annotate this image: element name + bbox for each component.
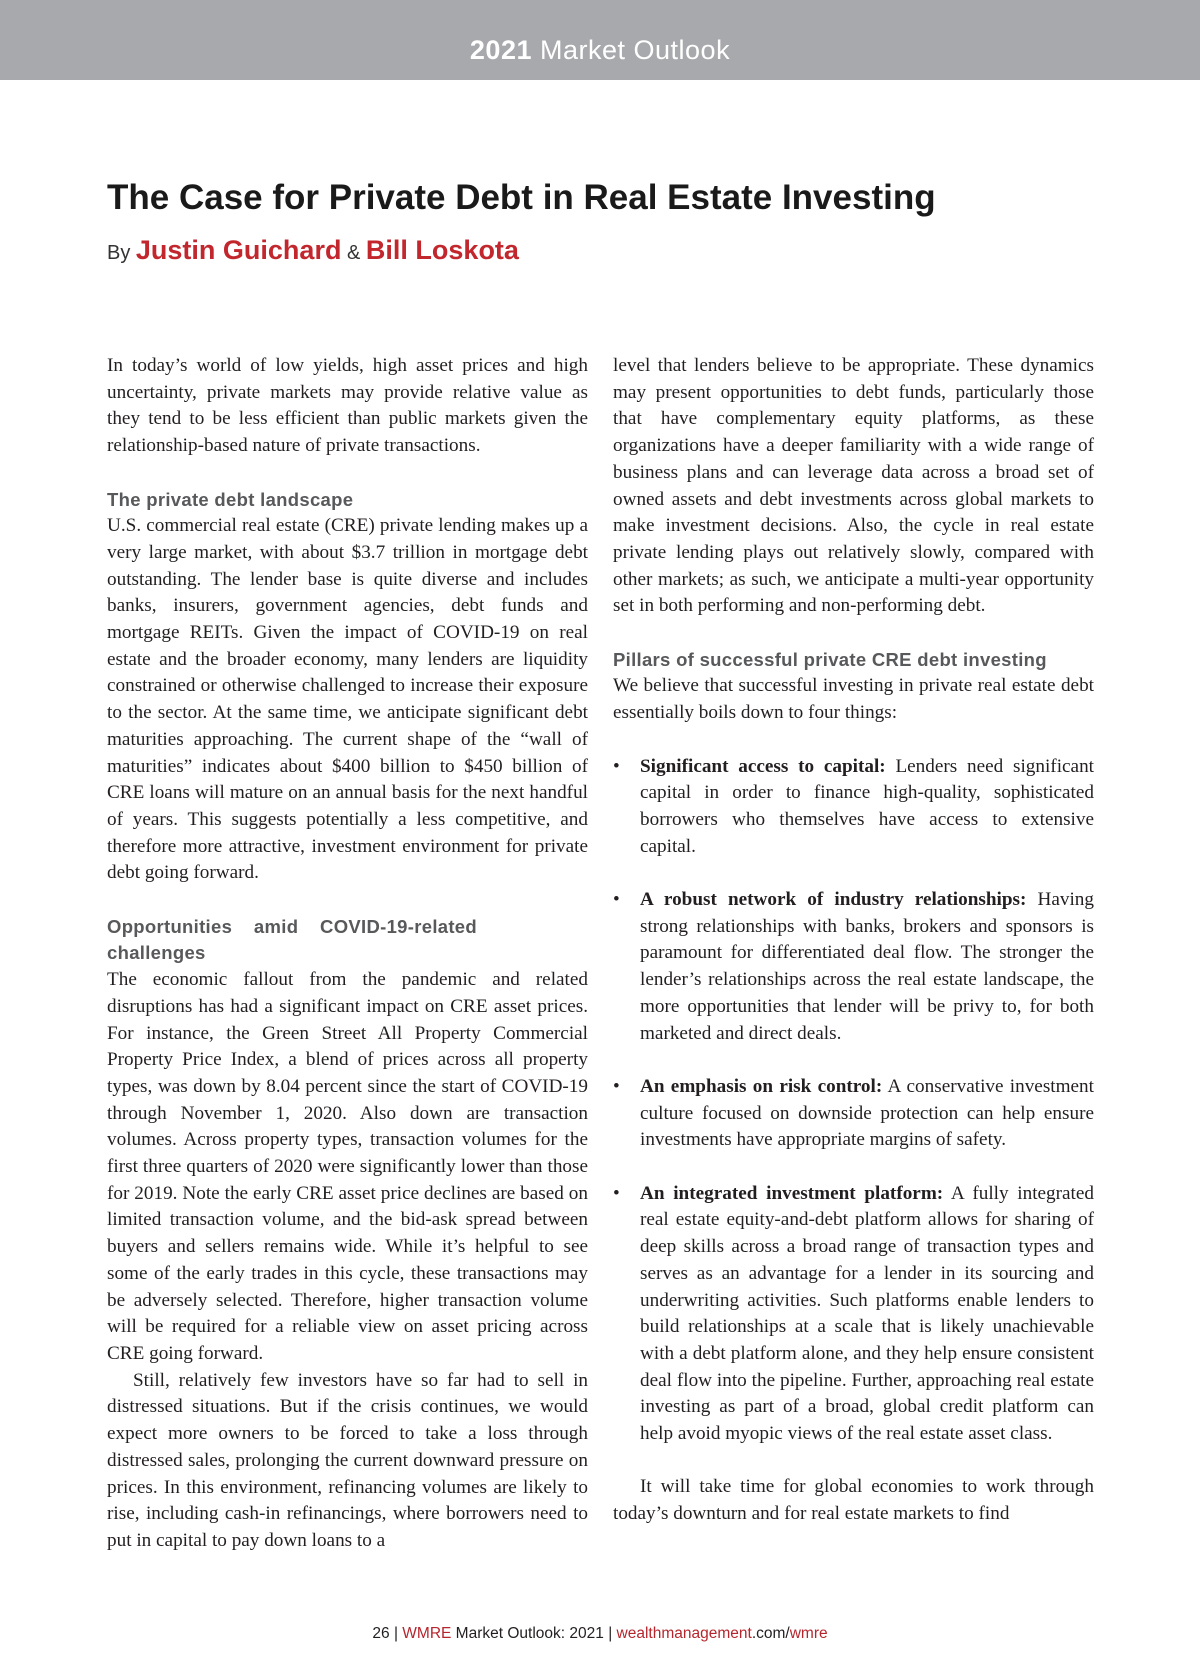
column-right bbox=[613, 353, 1094, 1528]
url-part: wmre bbox=[789, 1625, 828, 1642]
bullet-lead: A robust network of industry relationships: bbox=[640, 889, 1027, 911]
by-label: By bbox=[107, 242, 131, 264]
list-item bbox=[613, 1074, 1094, 1154]
paragraph: U.S. commercial real estate (CRE) private lending makes up a very large market, with about $3.7 trillion in mortgage debt outstanding. The lender base is quite diverse and includes banks, insurers, government agencies, debt funds and mortgage REITs. Given the impact of COVID-19 on real estate and the broader economy, many lenders are liquidity constrained or otherwise challenged to increase their exposure to the sector. At the same time, we anticipate significant debt maturities approaching. The current shape of the “wall of maturities” indicates about $400 billion to $450 billion of CRE loans will mature on an annual basis for the next handful of years. This suggests potentially a less competitive, and therefore more attractive, investment environment for private debt going forward. bbox=[107, 515, 588, 884]
bullet-lead: Significant access to capital: bbox=[640, 755, 886, 777]
separator: | bbox=[608, 1625, 613, 1642]
header-label: Market Outlook bbox=[540, 35, 731, 65]
bullet-lead: An integrated investment platform: bbox=[640, 1182, 944, 1204]
list-item bbox=[613, 754, 1094, 861]
bullet-text: Having strong relationships with banks, brokers and sponsors is paramount for differentiated deal flow. The stronger the lender’s relationships across the real estate landscape, the more opportunities that lender will be privy to, for both marketed and direct deals. bbox=[640, 889, 1094, 1044]
author-2: Bill Loskota bbox=[365, 235, 519, 265]
footer-url[interactable] bbox=[617, 1625, 828, 1642]
column-left bbox=[107, 353, 588, 1555]
section-heading: Opportunities amid COVID-19-related challenges bbox=[107, 915, 477, 964]
bullet-text: A fully integrated real estate equity-and-debt platform allows for sharing of deep skills across a broad range of transaction types and serves as an advantage for a lender in its sourcing and underwriting activities. Such platforms enable lenders to build relationships at a scale that is likely unachievable with a debt platform alone, and they help ensure consistent deal flow into the pipeline. Further, approaching real estate investing as part of a broad, global credit platform can help avoid myopic views of the real estate asset class. bbox=[640, 1182, 1094, 1445]
page-number: 26 bbox=[372, 1625, 390, 1642]
paragraph: Still, relatively few investors have so far had to sell in distressed situations. But if the crisis continues, we would expect more owners to be forced to take a loss through distressed sales, prolonging the current downward pressure on prices. In this environment, refinancing volumes are likely to rise, including cash-in refinancings, where borrowers need to put in capital to pay down loans to a bbox=[107, 1369, 588, 1551]
ampersand: & bbox=[347, 242, 361, 264]
list-item bbox=[613, 1181, 1094, 1448]
section-heading: Pillars of successful private CRE debt investing bbox=[613, 648, 1047, 670]
url-part: .com/ bbox=[751, 1625, 790, 1642]
url-part: wealthmanagement bbox=[616, 1625, 752, 1642]
separator: | bbox=[393, 1625, 398, 1642]
bullet-lead: An emphasis on risk control: bbox=[640, 1075, 883, 1097]
footer-brand: WMRE bbox=[402, 1625, 452, 1642]
footer-publication: Market Outlook: 2021 bbox=[455, 1625, 604, 1642]
bullet-text: A conservative investment culture focused on downside protection can help ensure investments have appropriate margins of safety. bbox=[640, 1075, 1094, 1151]
pillars-list bbox=[613, 754, 1094, 1448]
article-title: The Case for Private Debt in Real Estate Investing bbox=[107, 178, 936, 217]
header-year: 2021 bbox=[469, 35, 532, 65]
paragraph: The economic fallout from the pandemic and related disruptions has had a significant impact on CRE asset prices. For instance, the Green Street All Property Commercial Property Price Index, a blend of prices across all property types, was down by 8.04 percent since the start of COVID-19 through November 1, 2020. Also down are transaction volumes. Across property types, transaction volumes for the first three quarters of 2020 were significantly lower than those for 2019. Note the early CRE asset price declines are based on limited transaction volume, and the bid-ask spread between buyers and sellers remains wide. While it’s helpful to see some of the early trades in this cycle, these transactions may be adversely selected. Therefore, higher transaction volume will be required for a reliable view on asset pricing across CRE going forward. bbox=[107, 969, 588, 1364]
paragraph: It will take time for global economies to work through today’s downturn and for real estate markets to find bbox=[613, 1476, 1094, 1525]
bullet-text: Lenders need significant capital in order to finance high-quality, sophisticated borrowers who themselves have access to extensive capital. bbox=[640, 755, 1094, 857]
header-band bbox=[0, 0, 1200, 80]
page-footer bbox=[0, 1625, 1200, 1643]
paragraph: level that lenders believe to be appropriate. These dynamics may present opportunities to debt funds, particularly those that have complementary equity platforms, as these organizations have a deeper familiarity with a wide range of business plans and can leverage data across a broad set of owned assets and debt investments across global markets to make investment decisions. Also, the cycle in real estate private lending plays out relatively slowly, compared with other markets; as such, we anticipate a multi-year opportunity set in both performing and non-performing debt. bbox=[613, 355, 1094, 617]
list-item bbox=[613, 887, 1094, 1047]
byline bbox=[107, 235, 519, 266]
paragraph: We believe that successful investing in private real estate debt essentially boils down to four things: bbox=[613, 675, 1094, 724]
section-heading: The private debt landscape bbox=[107, 488, 354, 510]
author-1: Justin Guichard bbox=[135, 235, 342, 265]
paragraph: In today’s world of low yields, high asset prices and high uncertainty, private markets may provide relative value as they tend to be less efficient than public markets given the relationship-based nature of private transactions. bbox=[107, 355, 588, 457]
